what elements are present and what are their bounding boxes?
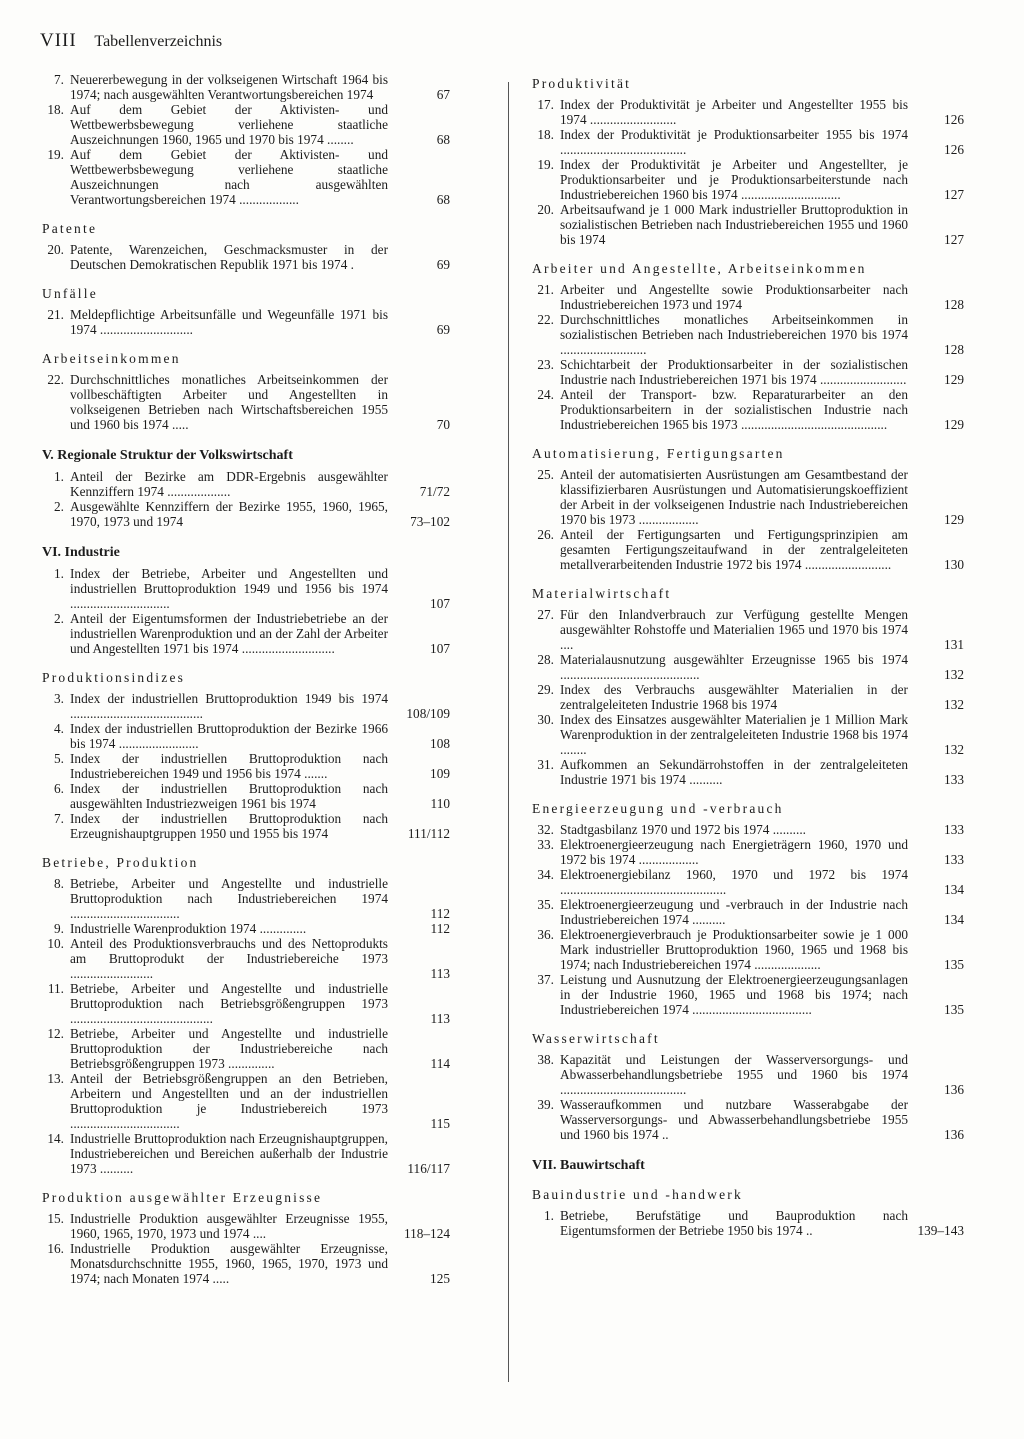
toc-entry <box>42 876 450 921</box>
toc-entry <box>532 757 964 787</box>
entry-page: 136 <box>944 1082 964 1097</box>
entry-text: Index der industriellen Bruttoproduktion nach Erzeugnishauptgruppen 1950 und 1955 bis 1974 <box>70 811 388 841</box>
entry-page: 133 <box>944 822 964 837</box>
toc-entry <box>42 611 450 656</box>
entry-text: Index der industriellen Bruttoproduktion der Bezirke 1966 bis 1974 ........................ <box>70 721 388 751</box>
toc-entry <box>42 811 450 841</box>
toc-entry <box>42 1211 450 1241</box>
page-title: Tabellenverzeichnis <box>94 33 223 50</box>
entry-page: 68 <box>436 132 450 147</box>
toc-entry <box>532 822 964 837</box>
entry-text: Patente, Warenzeichen, Geschmacksmuster in der Deutschen Demokratischen Republik 1971 bis 1974 . <box>70 242 388 272</box>
section-heading: Automatisierung, Fertigungsarten <box>532 446 785 461</box>
toc-entry <box>42 921 450 936</box>
chapter-heading: VI. Industrie <box>42 545 120 560</box>
entry-page: 114 <box>430 1056 450 1071</box>
entry-number: 19. <box>47 147 64 162</box>
entry-number: 1. <box>544 1208 554 1223</box>
entry-text: Elektroenergiebilanz 1960, 1970 und 1972 bis 1974 .................................................. <box>560 867 908 897</box>
entry-number: 4. <box>54 721 64 736</box>
entry-number: 8. <box>54 876 64 891</box>
entry-text: Schichtarbeit der Produktionsarbeiter in der sozialistischen Industrie nach Industriebereichen 1971 bis 1974 .......................... <box>560 357 908 387</box>
entry-page: 132 <box>944 697 964 712</box>
entry-page: 70 <box>436 417 450 432</box>
entry-text: Meldepflichtige Arbeitsunfälle und Wegeunfälle 1971 bis 1974 ............................ <box>70 307 388 337</box>
entry-page: 133 <box>944 772 964 787</box>
entry-text: Index des Einsatzes ausgewählter Materialien je 1 Million Mark Warenproduktion in der zentralgeleiteten Industrie 1968 bis 1974 ........ <box>560 712 908 757</box>
entry-text: Elektroenergieerzeugung nach Energieträgern 1960, 1970 und 1972 bis 1974 .................. <box>560 837 908 867</box>
entry-page: 69 <box>436 322 450 337</box>
entry-page: 128 <box>944 342 964 357</box>
entry-number: 24. <box>537 387 554 402</box>
entry-text: Materialausnutzung ausgewählter Erzeugnisse 1965 bis 1974 .......................................... <box>560 652 908 682</box>
toc-entry <box>532 972 964 1017</box>
entry-page: 126 <box>944 112 964 127</box>
toc-entry <box>42 469 450 499</box>
entry-text: Neuererbewegung in der volkseigenen Wirtschaft 1964 bis 1974; nach ausgewählten Verantwortungsbereichen 1974 <box>70 72 388 102</box>
entry-number: 11. <box>47 981 64 996</box>
entry-page: 132 <box>944 742 964 757</box>
entry-text: Index der industriellen Bruttoproduktion nach Industriebereichen 1949 und 1956 bis 1974 ....... <box>70 751 388 781</box>
toc-entry <box>532 127 964 157</box>
entry-page: 110 <box>430 796 450 811</box>
entry-page: 71/72 <box>419 484 450 499</box>
entry-number: 29. <box>537 682 554 697</box>
entry-text: Elektroenergieerzeugung und -verbrauch in der Industrie nach Industriebereichen 1974 .......... <box>560 897 908 927</box>
entry-page: 68 <box>436 192 450 207</box>
page-number: VIII <box>40 30 77 51</box>
entry-text: Betriebe, Berufstätige und Bauproduktion nach Eigentumsformen der Betriebe 1950 bis 1974 .. <box>560 1208 908 1238</box>
entry-page: 136 <box>944 1127 964 1142</box>
toc-entry <box>42 936 450 981</box>
entry-number: 26. <box>537 527 554 542</box>
entry-text: Arbeitsaufwand je 1 000 Mark industrieller Bruttoproduktion in sozialistischen Betrieben nach Industriebereichen 1955 und 1960 bis 1974 <box>560 202 908 247</box>
section-heading: Materialwirtschaft <box>532 586 672 601</box>
section-heading: Betriebe, Produktion <box>42 855 199 870</box>
entry-text: Auf dem Gebiet der Aktivisten- und Wettbewerbsbewegung verliehene staatliche Auszeichnungen nach ausgewählten Verantwortungsbereichen 1974 .................. <box>70 147 388 207</box>
entry-text: Durchschnittliches monatliches Arbeitseinkommen der vollbeschäftigten Arbeiter und Angestellten in volkseigenen Betrieben nach Wirtschaftsbereichen 1955 und 1960 bis 1974 ..... <box>70 372 388 432</box>
entry-number: 2. <box>54 611 64 626</box>
entry-number: 28. <box>537 652 554 667</box>
page-header <box>40 30 222 52</box>
toc-entry <box>532 607 964 652</box>
toc-entry <box>42 372 450 432</box>
entry-page: 130 <box>944 557 964 572</box>
entry-page: 139–143 <box>917 1223 964 1238</box>
toc-entry <box>532 467 964 527</box>
entry-page: 131 <box>944 637 964 652</box>
entry-number: 20. <box>47 242 64 257</box>
section-heading: Produktion ausgewählter Erzeugnisse <box>42 1190 323 1205</box>
entry-page: 126 <box>944 142 964 157</box>
entry-text: Index der Produktivität je Produktionsarbeiter 1955 bis 1974 ...................................... <box>560 127 908 157</box>
entry-text: Betriebe, Arbeiter und Angestellte und industrielle Bruttoproduktion nach Industriebereichen 1974 ................................. <box>70 876 388 921</box>
entry-page: 135 <box>944 1002 964 1017</box>
entry-text: Index des Verbrauchs ausgewählter Materialien in der zentralgeleiteten Industrie 1968 bis 1974 <box>560 682 908 712</box>
entry-number: 22. <box>537 312 554 327</box>
entry-number: 38. <box>537 1052 554 1067</box>
entry-number: 34. <box>537 867 554 882</box>
entry-text: Auf dem Gebiet der Aktivisten- und Wettbewerbsbewegung verliehene staatliche Auszeichnungen 1960, 1965 und 1970 bis 1974 ........ <box>70 102 388 147</box>
entry-text: Index der Produktivität je Arbeiter und Angestellter 1955 bis 1974 .......................... <box>560 97 908 127</box>
toc-entry <box>532 357 964 387</box>
entry-page: 125 <box>430 1271 450 1286</box>
entry-page: 116/117 <box>407 1161 450 1176</box>
section-heading: Arbeiter und Angestellte, Arbeitseinkommen <box>532 261 867 276</box>
toc-entry <box>42 499 450 529</box>
entry-text: Anteil der Betriebsgrößengruppen an den Betrieben, Arbeitern und Angestellten und an der industriellen Bruttoproduktion je Industriebereich 1973 ................................. <box>70 1071 388 1131</box>
entry-text: Industrielle Warenproduktion 1974 .............. <box>70 921 307 936</box>
toc-entry <box>532 387 964 432</box>
entry-text: Stadtgasbilanz 1970 und 1972 bis 1974 .......... <box>560 822 806 837</box>
entry-number: 3. <box>54 691 64 706</box>
entry-page: 135 <box>944 957 964 972</box>
entry-number: 36. <box>537 927 554 942</box>
entry-page: 111/112 <box>407 826 450 841</box>
toc-entry <box>42 751 450 781</box>
entry-page: 107 <box>430 596 450 611</box>
entry-page: 133 <box>944 852 964 867</box>
toc-entry <box>42 242 450 272</box>
entry-number: 33. <box>537 837 554 852</box>
entry-page: 67 <box>436 87 450 102</box>
entry-text: Index der industriellen Bruttoproduktion nach ausgewählten Industriezweigen 1961 bis 1974 <box>70 781 388 811</box>
toc-entry <box>42 147 450 207</box>
entry-page: 128 <box>944 297 964 312</box>
entry-text: Leistung und Ausnutzung der Elektroenergieerzeugungsanlagen in der Industrie 1960, 1965 und 1968 bis 1974; nach Industriebereichen 1974 .................................... <box>560 972 908 1017</box>
toc-entry <box>532 652 964 682</box>
toc-entry <box>42 307 450 337</box>
section-heading: Energieerzeugung und -verbrauch <box>532 801 784 816</box>
toc-entry <box>532 97 964 127</box>
toc-entry <box>532 312 964 357</box>
entry-page: 134 <box>944 882 964 897</box>
toc-entry <box>42 72 450 102</box>
right-column <box>532 72 964 1238</box>
toc-entry <box>532 1097 964 1142</box>
entry-number: 16. <box>47 1241 64 1256</box>
entry-page: 69 <box>436 257 450 272</box>
entry-page: 109 <box>430 766 450 781</box>
entry-number: 10. <box>47 936 64 951</box>
entry-number: 13. <box>47 1071 64 1086</box>
entry-number: 1. <box>54 469 64 484</box>
entry-page: 112 <box>430 906 450 921</box>
entry-number: 37. <box>537 972 554 987</box>
toc-entry <box>42 566 450 611</box>
entry-page: 112 <box>430 921 450 936</box>
toc-entry <box>42 981 450 1026</box>
entry-text: Index der Produktivität je Arbeiter und Angestellter, je Produktionsarbeiter und je Produktionsarbeiterstunde nach Industriebereichen 1960 bis 1974 .............................. <box>560 157 908 202</box>
entry-number: 5. <box>54 751 64 766</box>
chapter-heading: VII. Bauwirtschaft <box>532 1158 645 1173</box>
entry-text: Ausgewählte Kennziffern der Bezirke 1955, 1960, 1965, 1970, 1973 und 1974 <box>70 499 388 529</box>
entry-page: 129 <box>944 512 964 527</box>
entry-text: Industrielle Bruttoproduktion nach Erzeugnishauptgruppen, Industriebereichen und Bereichen außerhalb der Industrie 1973 .......... <box>70 1131 388 1176</box>
entry-text: Kapazität und Leistungen der Wasserversorgungs- und Abwasserbehandlungsbetriebe 1955 und 1960 bis 1974 ...................................... <box>560 1052 908 1097</box>
entry-number: 15. <box>47 1211 64 1226</box>
entry-number: 9. <box>54 921 64 936</box>
toc-entry <box>42 1131 450 1176</box>
toc-entry <box>532 157 964 202</box>
entry-number: 35. <box>537 897 554 912</box>
entry-page: 134 <box>944 912 964 927</box>
entry-number: 14. <box>47 1131 64 1146</box>
entry-text: Anteil der Bezirke am DDR-Ergebnis ausgewählter Kennziffern 1974 ................... <box>70 469 388 499</box>
entry-page: 115 <box>430 1116 450 1131</box>
entry-text: Industrielle Produktion ausgewählter Erzeugnisse 1955, 1960, 1965, 1970, 1973 und 1974 .... <box>70 1211 388 1241</box>
entry-number: 22. <box>47 372 64 387</box>
entry-number: 32. <box>537 822 554 837</box>
entry-number: 25. <box>537 467 554 482</box>
toc-entry <box>42 1026 450 1071</box>
toc-entry <box>532 712 964 757</box>
entry-page: 73–102 <box>410 514 450 529</box>
toc-entry <box>42 1241 450 1286</box>
toc-entry <box>532 282 964 312</box>
entry-page: 113 <box>430 1011 450 1026</box>
section-heading: Produktivität <box>532 76 632 91</box>
entry-text: Anteil der Transport- bzw. Reparaturarbeiter an den Produktionsarbeitern in der sozialistischen Industrie nach Industriebereichen 1965 bis 1973 ............................................ <box>560 387 908 432</box>
entry-number: 7. <box>54 811 64 826</box>
toc-entry <box>532 682 964 712</box>
entry-number: 27. <box>537 607 554 622</box>
entry-number: 7. <box>54 72 64 87</box>
toc-entry <box>42 102 450 147</box>
entry-number: 17. <box>537 97 554 112</box>
section-heading: Arbeitseinkommen <box>42 351 181 366</box>
entry-page: 113 <box>430 966 450 981</box>
section-heading: Bauindustrie und -handwerk <box>532 1187 743 1202</box>
entry-text: Durchschnittliches monatliches Arbeitseinkommen in sozialistischen Betrieben nach Industriebereichen 1970 bis 1974 .......................... <box>560 312 908 357</box>
entry-text: Index der industriellen Bruttoproduktion 1949 bis 1974 ........................................ <box>70 691 388 721</box>
section-heading: Unfälle <box>42 286 98 301</box>
toc-entry <box>532 527 964 572</box>
entry-page: 129 <box>944 372 964 387</box>
entry-number: 6. <box>54 781 64 796</box>
entry-text: Betriebe, Arbeiter und Angestellte und industrielle Bruttoproduktion der Industriebereiche nach Betriebsgrößengruppen 1973 .............. <box>70 1026 388 1071</box>
entry-text: Für den Inlandverbrauch zur Verfügung gestellte Mengen ausgewählter Rohstoffe und Materialien 1965 und 1970 bis 1974 .... <box>560 607 908 652</box>
entry-text: Elektroenergieverbrauch je Produktionsarbeiter sowie je 1 000 Mark industrieller Bruttoproduktion 1960, 1965 und 1968 bis 1974; nach Industriebereichen 1974 .................... <box>560 927 908 972</box>
entry-page: 127 <box>944 187 964 202</box>
entry-text: Wasseraufkommen und nutzbare Wasserabgabe der Wasserversorgungs- und Abwasserbehandlungsbetriebe 1955 und 1960 bis 1974 .. <box>560 1097 908 1142</box>
toc-entry <box>532 837 964 867</box>
entry-text: Anteil der Fertigungsarten und Fertigungsprinzipien am gesamten Fertigungszeitaufwand in der zentralgeleiteten metallverarbeitenden Industrie 1972 bis 1974 .......................... <box>560 527 908 572</box>
toc-entry <box>42 721 450 751</box>
left-column <box>42 72 450 1286</box>
entry-page: 108 <box>430 736 450 751</box>
toc-entry <box>532 1052 964 1097</box>
entry-number: 18. <box>47 102 64 117</box>
entry-page: 132 <box>944 667 964 682</box>
entry-text: Betriebe, Arbeiter und Angestellte und industrielle Bruttoproduktion nach Betriebsgrößengruppen 1973 ........................................... <box>70 981 388 1026</box>
toc-entry <box>532 202 964 247</box>
entry-number: 21. <box>537 282 554 297</box>
entry-text: Anteil der automatisierten Ausrüstungen am Gesamtbestand der klassifizierbaren Ausrüstungen und Automatisierungskoeffizient der Arbeit in der volkseigenen Industrie nach Industriebereichen 1970 bis 1973 .................. <box>560 467 908 527</box>
entry-page: 118–124 <box>403 1226 450 1241</box>
chapter-heading: V. Regionale Struktur der Volkswirtschaft <box>42 448 293 463</box>
entry-page: 107 <box>430 641 450 656</box>
entry-text: Arbeiter und Angestellte sowie Produktionsarbeiter nach Industriebereichen 1973 und 1974 <box>560 282 908 312</box>
entry-number: 39. <box>537 1097 554 1112</box>
toc-entry <box>42 1071 450 1131</box>
entry-number: 31. <box>537 757 554 772</box>
section-heading: Produktionsindizes <box>42 670 186 685</box>
toc-entry <box>42 781 450 811</box>
entry-number: 19. <box>537 157 554 172</box>
entry-text: Anteil der Eigentumsformen der Industriebetriebe an der industriellen Warenproduktion und an der Zahl der Arbeiter und Angestellten 1971 bis 1974 ............................ <box>70 611 388 656</box>
column-divider <box>508 82 509 1382</box>
entry-text: Aufkommen an Sekundärrohstoffen in der zentralgeleiteten Industrie 1971 bis 1974 .......... <box>560 757 908 787</box>
toc-entry <box>532 927 964 972</box>
entry-text: Index der Betriebe, Arbeiter und Angestellten und industriellen Bruttoproduktion 1949 und 1956 bis 1974 .............................. <box>70 566 388 611</box>
toc-entry <box>532 897 964 927</box>
entry-number: 18. <box>537 127 554 142</box>
entry-number: 30. <box>537 712 554 727</box>
toc-entry <box>532 1208 964 1238</box>
entry-number: 21. <box>47 307 64 322</box>
toc-entry <box>42 691 450 721</box>
entry-number: 23. <box>537 357 554 372</box>
entry-page: 108/109 <box>406 706 450 721</box>
entry-number: 1. <box>54 566 64 581</box>
entry-text: Industrielle Produktion ausgewählter Erzeugnisse, Monatsdurchschnitte 1955, 1960, 1965, 1970, 1973 und 1974; nach Monaten 1974 ..... <box>70 1241 388 1286</box>
entry-page: 127 <box>944 232 964 247</box>
toc-entry <box>532 867 964 897</box>
entry-page: 129 <box>944 417 964 432</box>
entry-number: 20. <box>537 202 554 217</box>
section-heading: Wasserwirtschaft <box>532 1031 660 1046</box>
entry-number: 2. <box>54 499 64 514</box>
section-heading: Patente <box>42 221 98 236</box>
entry-text: Anteil des Produktionsverbrauchs und des Nettoprodukts am Bruttoprodukt der Industriebereiche 1973 ......................... <box>70 936 388 981</box>
entry-number: 12. <box>47 1026 64 1041</box>
